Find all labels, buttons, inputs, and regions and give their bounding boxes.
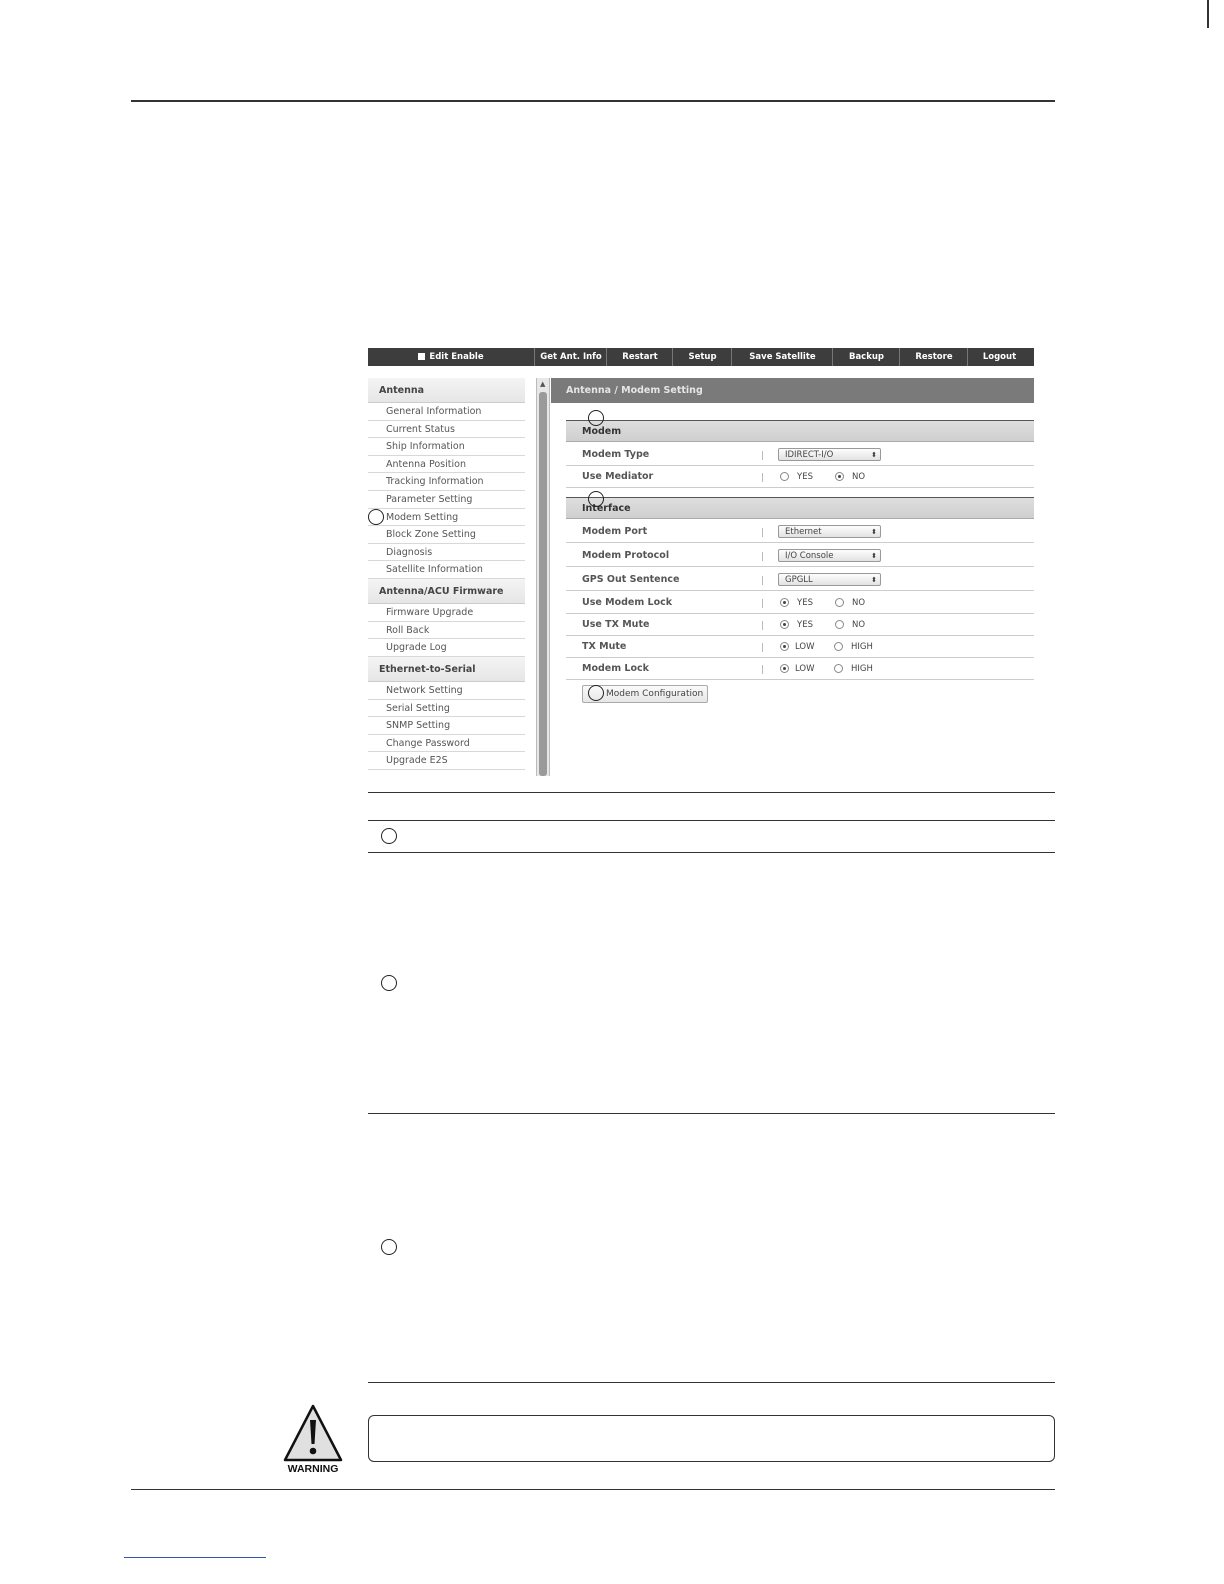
footer-link-underline [124,1557,266,1558]
modem-section-header: Modem [566,420,1034,442]
web-ui-screenshot [368,348,1034,776]
callout-circle [588,410,604,426]
modem-lock-low-label: LOW [795,664,815,674]
sidebar-item-snmp-setting[interactable]: SNMP Setting [368,717,525,735]
modem-lock-low-radio[interactable] [780,664,789,673]
use-modem-lock-label: Use Modem Lock [582,597,673,608]
select-arrows-icon: ⬍ [871,576,877,584]
tx-mute-high-label: HIGH [851,642,873,652]
sidebar-group-firmware[interactable]: Antenna/ACU Firmware [368,579,525,604]
warning-triangle-icon [283,1404,343,1462]
restart-button[interactable]: Restart [606,348,673,366]
scroll-up-arrow-icon[interactable]: ▲ [540,380,546,388]
sidebar-item-change-password[interactable]: Change Password [368,735,525,753]
sidebar [368,378,525,776]
callout-circle [381,975,397,991]
modem-port-label: Modem Port [582,526,648,537]
gps-out-sentence-select[interactable]: GPGLL ⬍ [778,573,881,586]
interface-section-header: Interface [566,497,1034,519]
scrollbar[interactable] [536,378,550,776]
row-divider [762,599,763,608]
sidebar-item-block-zone-setting[interactable]: Block Zone Setting [368,526,525,544]
use-mediator-no-radio[interactable] [835,472,844,481]
table-rule [368,1113,1055,1114]
modem-type-select[interactable]: IDIRECT-I/O ⬍ [778,448,881,461]
modem-port-row [566,521,1034,543]
tx-mute-label: TX Mute [582,641,627,652]
sidebar-group-antenna[interactable]: Antenna [368,378,525,403]
row-divider [762,621,763,630]
sidebar-item-modem-setting[interactable]: Modem Setting [368,509,525,527]
logout-button[interactable]: Logout [967,348,1031,366]
row-divider [762,451,763,460]
select-arrows-icon: ⬍ [871,451,877,459]
edit-enable-toggle[interactable]: Edit Enable [368,348,534,366]
row-divider [762,528,763,537]
use-modem-lock-yes-label: YES [797,598,813,608]
tx-mute-row [566,636,1034,658]
warning-label: WARNING [287,1463,339,1475]
select-arrows-icon: ⬍ [871,552,877,560]
modem-type-label: Modem Type [582,449,650,460]
select-arrows-icon: ⬍ [871,528,877,536]
row-divider [762,665,763,674]
callout-circle [368,509,384,525]
sidebar-item-current-status[interactable]: Current Status [368,421,525,439]
row-divider [762,552,763,561]
warning-box [368,1415,1055,1462]
modem-lock-label: Modem Lock [582,663,649,674]
use-mediator-label: Use Mediator [582,471,654,482]
checkbox-icon[interactable] [418,353,425,360]
table-rule [368,1382,1055,1383]
sidebar-item-antenna-position[interactable]: Antenna Position [368,456,525,474]
header-rule [131,100,1055,102]
sidebar-item-tracking-information[interactable]: Tracking Information [368,473,525,491]
modem-protocol-select[interactable]: I/O Console ⬍ [778,549,881,562]
sidebar-item-upgrade-e2s[interactable]: Upgrade E2S [368,752,525,770]
table-rule [368,820,1055,821]
sidebar-item-roll-back[interactable]: Roll Back [368,622,525,640]
gps-out-sentence-label: GPS Out Sentence [582,574,680,585]
use-mediator-row [566,466,1034,488]
use-modem-lock-no-label: NO [852,598,866,608]
sidebar-item-serial-setting[interactable]: Serial Setting [368,700,525,718]
use-tx-mute-label: Use TX Mute [582,619,650,630]
sidebar-item-ship-information[interactable]: Ship Information [368,438,525,456]
tx-mute-high-radio[interactable] [834,642,843,651]
callout-circle [588,491,604,507]
save-satellite-button[interactable]: Save Satellite [731,348,833,366]
sidebar-item-general-information[interactable]: General Information [368,403,525,421]
backup-button[interactable]: Backup [832,348,900,366]
sidebar-item-firmware-upgrade[interactable]: Firmware Upgrade [368,604,525,622]
modem-type-row [566,444,1034,466]
use-tx-mute-no-label: NO [852,620,866,630]
footer-rule [131,1489,1055,1490]
modem-lock-high-label: HIGH [851,664,873,674]
modem-lock-high-radio[interactable] [834,664,843,673]
modem-configuration-button[interactable]: Modem Configuration [582,685,708,703]
modem-port-select[interactable]: Ethernet ⬍ [778,525,881,538]
restore-button[interactable]: Restore [899,348,968,366]
top-toolbar [368,348,1034,366]
modem-protocol-row [566,545,1034,567]
sidebar-item-parameter-setting[interactable]: Parameter Setting [368,491,525,509]
gps-out-sentence-row [566,569,1034,591]
sidebar-item-network-setting[interactable]: Network Setting [368,682,525,700]
tx-mute-low-label: LOW [795,642,815,652]
use-modem-lock-row [566,592,1034,614]
use-tx-mute-no-radio[interactable] [835,620,844,629]
use-modem-lock-yes-radio[interactable] [780,598,789,607]
page-title: Antenna / Modem Setting [551,378,1034,403]
row-divider [762,576,763,585]
table-rule [368,792,1055,793]
tx-mute-low-radio[interactable] [780,642,789,651]
table-rule [368,852,1055,853]
modem-lock-row [566,658,1034,680]
use-tx-mute-row [566,614,1034,636]
use-mediator-yes-radio[interactable] [780,472,789,481]
sidebar-item-upgrade-log[interactable]: Upgrade Log [368,639,525,657]
sidebar-group-ethernet-to-serial[interactable]: Ethernet-to-Serial [368,657,525,682]
sidebar-item-diagnosis[interactable]: Diagnosis [368,544,525,562]
callout-circle [588,685,604,701]
page-edge-mark [1207,0,1209,28]
use-tx-mute-yes-label: YES [797,620,813,630]
scrollbar-thumb[interactable] [539,392,547,776]
setup-button[interactable]: Setup [672,348,732,366]
sidebar-item-satellite-information[interactable]: Satellite Information [368,561,525,579]
modem-protocol-label: Modem Protocol [582,550,670,561]
callout-circle [381,1239,397,1255]
callout-circle [381,828,397,844]
use-tx-mute-yes-radio[interactable] [780,620,789,629]
use-modem-lock-no-radio[interactable] [835,598,844,607]
row-divider [762,643,763,652]
use-mediator-no-label: NO [852,472,866,482]
row-divider [762,473,763,482]
get-ant-info-button[interactable]: Get Ant. Info [534,348,607,366]
use-mediator-yes-label: YES [797,472,813,482]
